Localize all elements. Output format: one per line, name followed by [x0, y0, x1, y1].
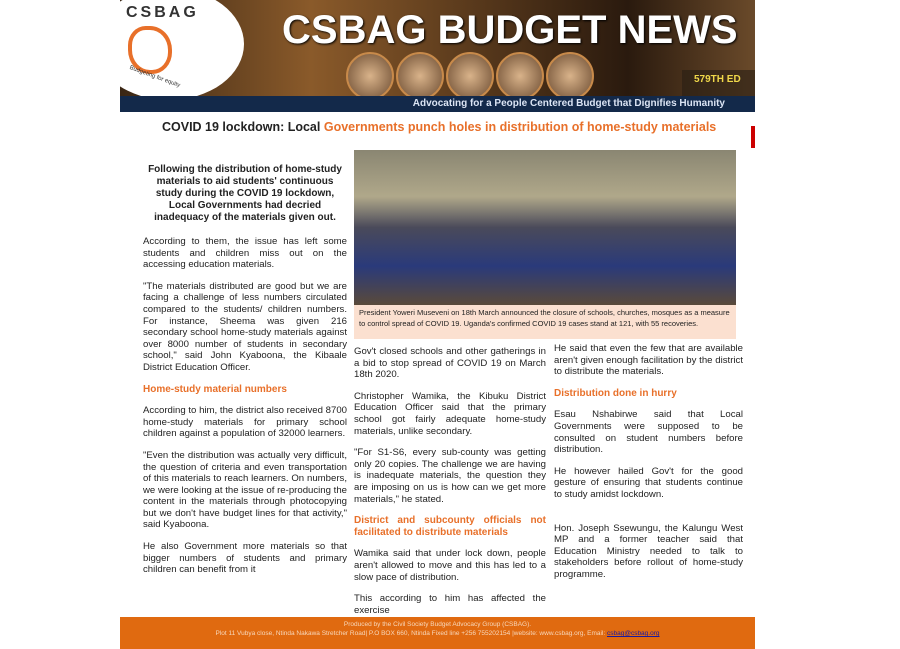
footer-address: Plot 11 Vubya close, Ntinda Nakawa Stretcher Road| P.O BOX 660, Ntinda Fixed line +256 755202154 |website: www.csbag.org, Email: — [215, 630, 607, 637]
paragraph: According to them, the issue has left some students and children miss out on the accessing education materials. — [143, 236, 347, 271]
paragraph: Hon. Joseph Ssewungu, the Kalungu West MP and a former teacher said that Education Ministry needed to talk to stakeholders before rollout of home-study programme. — [554, 522, 743, 580]
edition-label: 579TH ED — [682, 70, 755, 96]
paragraph: Christopher Wamika, the Kibuku District Education Officer said that the primary school got fairly adequate home-study materials, unlike secondary. — [354, 390, 546, 437]
newsletter-title: CSBAG BUDGET NEWS — [282, 8, 738, 52]
paragraph: This according to him has affected the exercise — [354, 593, 546, 616]
column-2 — [354, 346, 546, 626]
paragraph: According to him, the district also received 8700 home-study materials for primary school children against a population of 32000 learners. — [143, 405, 347, 440]
paragraph: "For S1-S6, every sub-county was getting only 20 copies. The challenge we are having is inadequate materials, the question they are imposing on us is how can we get more materials," he stated. — [354, 447, 546, 505]
headline-part2: Governments punch holes in distribution of home-study materials — [323, 120, 717, 134]
paragraph: Gov't closed schools and other gatherings in a bid to stop spread of COVID 19 on March 18th 2020. — [354, 346, 546, 381]
photo-circle — [496, 52, 544, 100]
red-accent-bar — [751, 126, 755, 148]
logo-tagline: Budgeting for equity — [128, 65, 181, 89]
column-3 — [554, 343, 743, 591]
photo-caption: President Yoweri Museveni on 18th March announced the closure of schools, churches, mosques as a measure to control spread of COVID 19. Uganda's confirmed COVID 19 cases stand at 121, with 55 recoveries. — [354, 305, 736, 339]
paragraph: He however hailed Gov't for the good gesture of ensuring that students continue to study amidst lockdown. — [554, 465, 743, 500]
footer-producer: Produced by the Civil Society Budget Advocacy Group (CSBAG). — [343, 621, 532, 628]
paragraph: Esau Nshabirwe said that Local Governments were supposed to be consulted on student numbers before distribution. — [554, 409, 743, 456]
headline-part1: COVID 19 lockdown: Local — [162, 120, 324, 134]
photo-circles — [346, 52, 594, 100]
slogan-bar: Advocating for a People Centered Budget that Dignifies Humanity — [120, 96, 755, 112]
csbag-logo — [120, 0, 244, 100]
article-headline — [162, 120, 716, 134]
column-1 — [143, 164, 347, 586]
paragraph: "The materials distributed are good but we are facing a challenge of less numbers circulated compared to the students/ children numbers. For instance, Sheema was given 216 secondary school home-study materials against over 8000 number of students in secondary school," said John Kyaboona, the Kibaale District Education Officer. — [143, 280, 347, 373]
subheading: District and subcounty officials not facilitated to distribute materials — [354, 515, 546, 538]
paragraph: He also Government more materials so that bigger numbers of students and primary children can benefit from it — [143, 541, 347, 576]
paragraph: He said that even the few that are available aren't given enough facilitation by the district to distribute the materials. — [554, 343, 743, 378]
email-link[interactable]: csbag@csbag.org — [607, 630, 660, 637]
subheading: Home-study material numbers — [143, 383, 287, 395]
footer — [120, 617, 755, 649]
photo-circle — [446, 52, 494, 100]
photo-circle — [396, 52, 444, 100]
photo-circle — [546, 52, 594, 100]
classroom-photo — [354, 150, 736, 305]
photo-circle — [346, 52, 394, 100]
logo-text: CSBAG — [126, 4, 199, 21]
paragraph: Wamika said that under lock down, people aren't allowed to move and this has led to a slow pace of distribution. — [354, 548, 546, 583]
footer-contact — [120, 629, 755, 638]
paragraph: "Even the distribution was actually very difficult, the question of criteria and even transportation of this materials to reach learners. On numbers, we were looking at the issue of re-producing the content in the materials through photocopying but we don't have budget lines for that activity," said Kyaboona. — [143, 449, 347, 531]
subheading: Distribution done in hurry — [554, 387, 677, 399]
lead-paragraph: Following the distribution of home-study materials to aid students' continuous study during the COVID 19 lockdown, Local Governments had decried inadequacy of the materials given out. — [148, 164, 342, 223]
masthead — [120, 0, 755, 112]
